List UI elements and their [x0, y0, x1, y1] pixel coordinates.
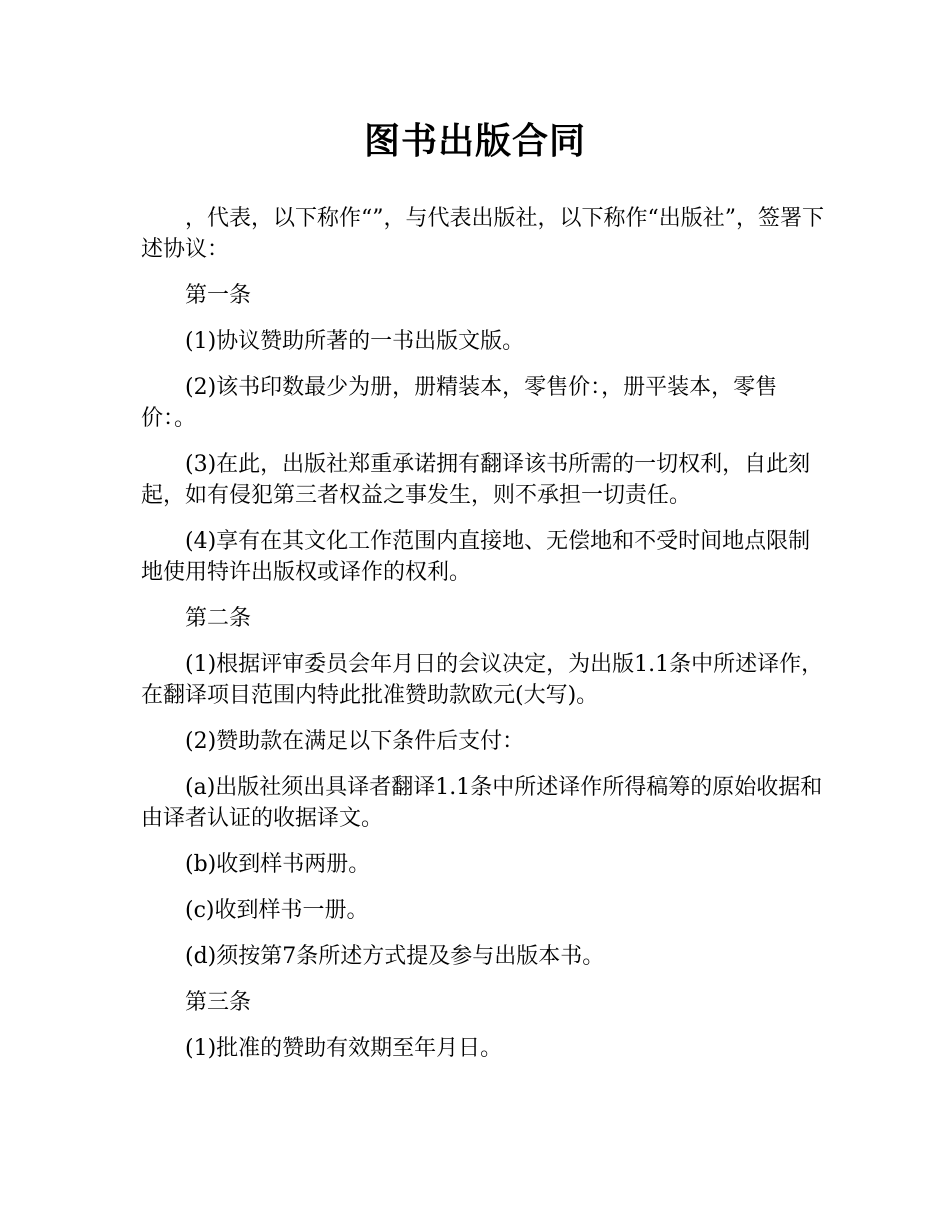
article-1-clause-2: (2)该书印数最少为册，册精装本，零售价：，册平装本，零售价：。	[141, 375, 778, 431]
document-body	[141, 203, 831, 1079]
document-title: 图书出版合同	[363, 121, 586, 162]
article-3-clause-1: (1)批准的赞助有效期至年月日。	[185, 1036, 503, 1061]
article-1-heading: 第一条	[185, 283, 252, 308]
article-2-clause-c: (c)收到样书一册。	[185, 898, 369, 923]
article-2-clause-b: (b)收到样书两册。	[185, 852, 371, 877]
article-2-clause-1: (1)根据评审委员会年月日的会议决定，为出版1.1条中所述译作，在翻译项目范围内特此批准赞助款欧元(大写)。	[141, 652, 824, 708]
article-1-clause-1: (1)协议赞助所著的一书出版文版。	[185, 329, 525, 354]
article-2-heading: 第二条	[185, 606, 252, 631]
article-1-clause-4: (4)享有在其文化工作范围内直接地、无偿地和不受时间地点限制地使用特许出版权或译作的权利。	[141, 529, 811, 585]
article-2-clause-a: (a)出版社须出具译者翻译1.1条中所述译作所得稿筹的原始收据和由译者认证的收据译文。	[141, 775, 823, 831]
article-2-clause-2: (2)赞助款在满足以下条件后支付：	[185, 729, 525, 754]
article-3-heading: 第三条	[185, 990, 252, 1015]
article-2-clause-d: (d)须按第7条所述方式提及参与出版本书。	[185, 944, 605, 969]
article-1-clause-3: (3)在此，出版社郑重承诺拥有翻译该书所需的一切权利，自此刻起，如有侵犯第三者权益之事发生，则不承担一切责任。	[141, 452, 811, 508]
intro-paragraph: ，代表，以下称作“”，与代表出版社，以下称作“出版社”，签署下述协议：	[141, 206, 824, 262]
